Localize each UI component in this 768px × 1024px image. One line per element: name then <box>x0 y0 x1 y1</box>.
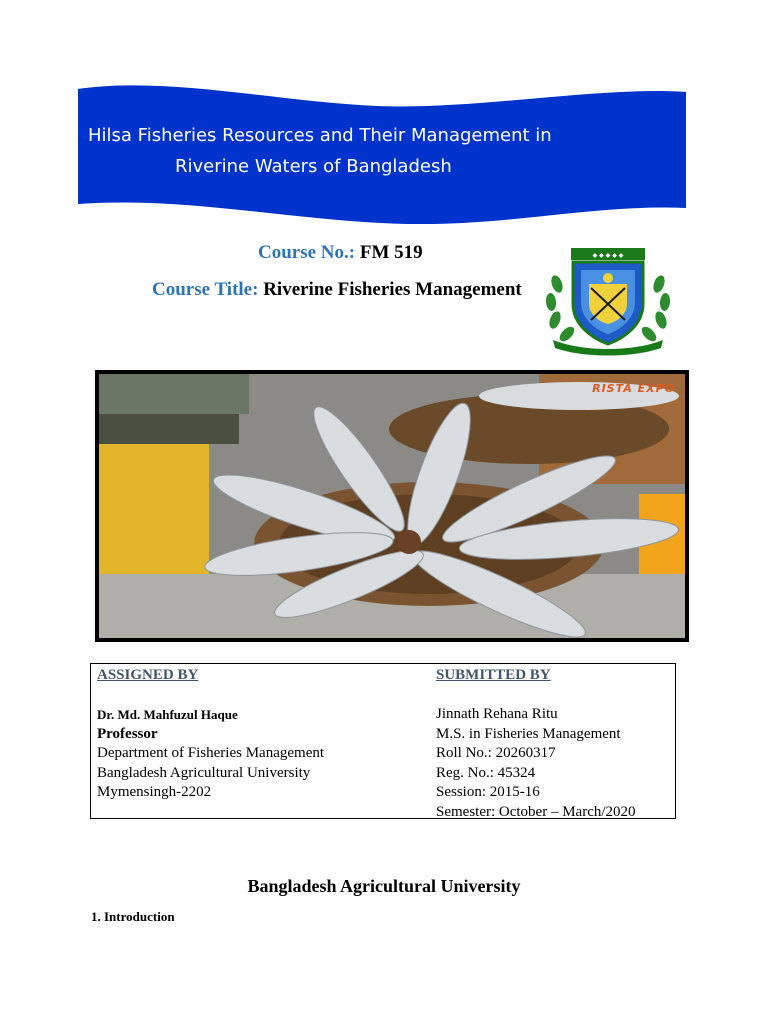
student-semester: Semester: October – March/2020 <box>436 803 636 820</box>
supervisor-title: Professor <box>97 725 158 742</box>
course-title-value: Riverine Fisheries Management <box>263 279 522 300</box>
submitted-by-column <box>436 664 636 823</box>
supervisor-location: Mymensingh-2202 <box>97 784 212 801</box>
title-line-2: Riverine Waters of Bangladesh <box>175 156 452 177</box>
university-name: Bangladesh Agricultural University <box>247 876 521 896</box>
student-session: Session: 2015-16 <box>436 784 540 801</box>
supervisor-department: Department of Fisheries Management <box>97 745 325 762</box>
title-banner <box>78 84 686 224</box>
assigned-by-column <box>97 664 324 803</box>
assigned-by-heading: ASSIGNED BY <box>97 667 199 683</box>
hilsa-fish-photo <box>95 370 689 642</box>
university-crest-logo <box>543 244 673 356</box>
svg-text:◆ ◆ ◆ ◆ ◆: ◆ ◆ ◆ ◆ ◆ <box>592 252 624 259</box>
student-program: M.S. in Fisheries Management <box>436 725 621 742</box>
course-number-line <box>258 242 423 264</box>
fish-illustration <box>99 374 685 638</box>
student-name: Jinnath Rehana Ritu <box>436 706 558 722</box>
supervisor-university: Bangladesh Agricultural University <box>97 764 311 781</box>
author-info-box <box>90 663 676 819</box>
document-title <box>78 120 686 182</box>
title-line-1: Hilsa Fisheries Resources and Their Management in <box>88 125 552 146</box>
course-number-value: FM 519 <box>359 242 423 263</box>
student-roll: Roll No.: 20260317 <box>436 745 556 762</box>
submitted-by-heading: SUBMITTED BY <box>436 667 551 683</box>
course-number-label: Course No.: <box>258 242 356 263</box>
student-reg: Reg. No.: 45324 <box>436 764 536 781</box>
course-title-label: Course Title: <box>152 279 259 300</box>
supervisor-name: Dr. Md. Mahfuzul Haque <box>97 707 238 722</box>
course-title-line <box>152 279 522 301</box>
photo-watermark: RISTA EXPO <box>592 382 675 395</box>
section-heading-introduction: 1. Introduction <box>91 909 175 924</box>
